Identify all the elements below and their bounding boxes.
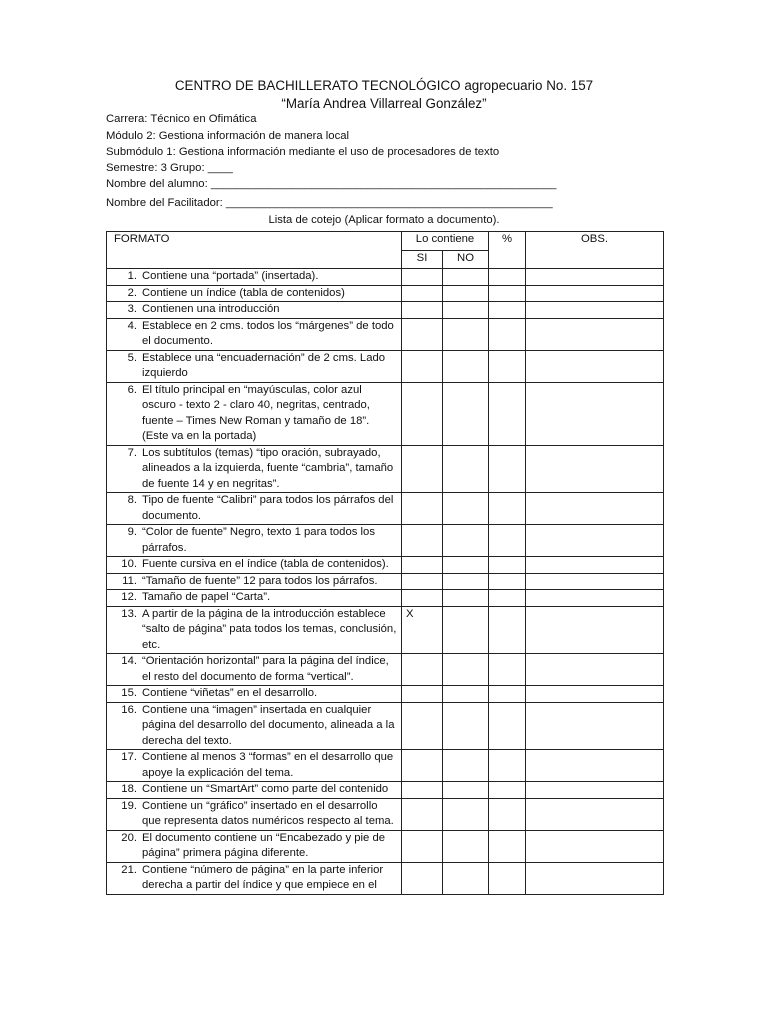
item-cell — [107, 750, 402, 782]
table-row — [107, 798, 664, 830]
si-cell[interactable] — [402, 654, 443, 686]
item-number: 4. — [127, 319, 137, 332]
item-text: A partir de la página de la introducción establece “salto de página” pata todos los temas, conclusión, etc. — [142, 607, 397, 651]
si-cell[interactable] — [402, 285, 443, 302]
si-cell[interactable] — [402, 269, 443, 286]
si-cell[interactable] — [402, 686, 443, 703]
item-text: Los subtítulos (temas) “tipo oración, subrayado, alineados a la izquierda, fuente “cambria”, tamaño de fuente 14 y en negritas”. — [142, 446, 394, 490]
checklist-caption: Lista de cotejo (Aplicar formato a documento). — [268, 214, 500, 226]
percent-cell[interactable] — [489, 557, 526, 574]
percent-header: % — [489, 232, 526, 269]
item-number: 8. — [127, 494, 137, 506]
facilitador-line: Nombre del Facilitador: ____________________________________________________ — [106, 197, 553, 209]
obs-cell[interactable] — [526, 590, 664, 607]
percent-cell[interactable] — [489, 830, 526, 862]
item-text: “Color de fuente” Negro, texto 1 para todos los párrafos. — [142, 526, 375, 554]
item-text: Contiene una “imagen” insertada en cualquier página del desarrollo del documento, alineada a la derecha del texto. — [142, 703, 395, 747]
item-text: Contiene un índice (tabla de contenidos) — [142, 286, 345, 299]
item-wrap — [107, 383, 397, 445]
item-number: 2. — [127, 286, 137, 299]
obs-cell[interactable] — [526, 830, 664, 862]
table-row — [107, 525, 664, 557]
lo-contiene-header: Lo contiene — [402, 232, 489, 251]
no-cell[interactable] — [443, 782, 489, 799]
obs-cell[interactable] — [526, 285, 664, 302]
table-row — [107, 285, 664, 302]
item-text: Contiene al menos 3 “formas” en el desarrollo que apoye la explicación del tema. — [142, 751, 394, 779]
item-number: 9. — [127, 526, 137, 538]
percent-cell[interactable] — [489, 382, 526, 445]
item-wrap — [107, 654, 397, 685]
item-text: El título principal en “mayúsculas, color azul oscuro - texto 2 - claro 40, negritas, centrado, fuente – Times New Roman y tamaño de 18”. (Este va en la portada) — [142, 383, 370, 442]
obs-cell[interactable] — [526, 493, 664, 525]
item-wrap — [107, 782, 397, 798]
percent-cell[interactable] — [489, 285, 526, 302]
item-cell — [107, 445, 402, 493]
formato-header: FORMATO — [107, 232, 402, 269]
no-cell[interactable] — [443, 350, 489, 382]
school-title: CENTRO DE BACHILLERATO TECNOLÓGICO agropecuario No. 157 — [174, 78, 594, 93]
percent-cell[interactable] — [489, 590, 526, 607]
no-cell[interactable] — [443, 382, 489, 445]
si-cell[interactable] — [402, 573, 443, 590]
percent-cell[interactable] — [489, 702, 526, 750]
obs-cell[interactable] — [526, 782, 664, 799]
si-cell[interactable] — [402, 350, 443, 382]
table-row — [107, 750, 664, 782]
si-cell[interactable] — [402, 493, 443, 525]
header-row — [107, 232, 664, 251]
no-cell[interactable] — [443, 557, 489, 574]
item-text: Contiene “número de página” en la parte inferior derecha a partir del índice y que empiece en el — [142, 863, 384, 891]
item-wrap — [107, 703, 397, 750]
si-header: SI — [402, 251, 443, 269]
item-wrap — [107, 493, 397, 524]
no-cell[interactable] — [443, 269, 489, 286]
item-text: Contiene un “SmartArt” como parte del contenido — [142, 783, 389, 795]
item-text: Establece una “encuadernación” de 2 cms. Lado izquierdo — [142, 351, 386, 379]
item-number: 16. — [121, 703, 137, 716]
carrera-line: Carrera: Técnico en Ofimática — [106, 113, 257, 125]
no-header: NO — [443, 251, 489, 269]
no-cell[interactable] — [443, 493, 489, 525]
obs-cell[interactable] — [526, 318, 664, 350]
item-cell — [107, 525, 402, 557]
table-row — [107, 862, 664, 894]
item-number: 11. — [122, 574, 137, 587]
item-number: 12. — [121, 591, 137, 603]
percent-cell[interactable] — [489, 573, 526, 590]
percent-cell[interactable] — [489, 318, 526, 350]
item-number: 14. — [121, 655, 137, 667]
table-row — [107, 382, 664, 445]
no-cell[interactable] — [443, 862, 489, 894]
si-cell[interactable]: X — [402, 606, 443, 654]
item-cell — [107, 382, 402, 445]
item-text: Establece en 2 cms. todos los “márgenes” de todo el documento. — [142, 319, 394, 347]
no-cell[interactable] — [443, 686, 489, 703]
item-wrap — [107, 351, 397, 382]
obs-cell[interactable] — [526, 798, 664, 830]
item-wrap — [107, 831, 397, 862]
item-number: 5. — [127, 351, 137, 364]
si-cell[interactable] — [402, 798, 443, 830]
no-cell[interactable] — [443, 590, 489, 607]
item-wrap — [107, 286, 397, 302]
si-cell[interactable] — [402, 382, 443, 445]
item-cell — [107, 830, 402, 862]
obs-cell[interactable] — [526, 382, 664, 445]
item-text: Contiene un “gráfico” insertado en el desarrollo que representa datos numéricos respecto al tema. — [142, 799, 394, 827]
item-wrap — [107, 607, 397, 654]
item-cell — [107, 686, 402, 703]
item-cell — [107, 302, 402, 319]
no-cell[interactable] — [443, 445, 489, 493]
obs-cell[interactable] — [526, 750, 664, 782]
table-row — [107, 557, 664, 574]
table-row — [107, 830, 664, 862]
item-text: Fuente cursiva en el índice (tabla de contenidos). — [142, 558, 389, 570]
item-number: 15. — [121, 687, 137, 699]
obs-cell[interactable] — [526, 445, 664, 493]
table-row — [107, 782, 664, 799]
item-text: Tipo de fuente “Calibri” para todos los párrafos del documento. — [142, 494, 394, 522]
item-wrap — [107, 557, 397, 573]
obs-cell[interactable] — [526, 269, 664, 286]
school-subtitle: “María Andrea Villarreal González” — [281, 96, 487, 111]
percent-cell[interactable] — [489, 862, 526, 894]
alumno-line: Nombre del alumno: _______________________________________________________ — [106, 178, 557, 190]
obs-cell[interactable] — [526, 350, 664, 382]
item-cell — [107, 557, 402, 574]
submodulo-line: Submódulo 1: Gestiona información mediante el uso de procesadores de texto — [106, 146, 500, 158]
item-wrap — [107, 686, 397, 702]
item-number: 21. — [121, 863, 137, 876]
no-cell[interactable] — [443, 606, 489, 654]
percent-cell[interactable] — [489, 269, 526, 286]
item-wrap — [107, 302, 397, 318]
obs-cell[interactable] — [526, 302, 664, 319]
percent-cell[interactable] — [489, 686, 526, 703]
si-cell[interactable] — [402, 862, 443, 894]
table-row — [107, 350, 664, 382]
item-number: 1. — [127, 270, 137, 282]
si-cell[interactable] — [402, 830, 443, 862]
item-cell — [107, 606, 402, 654]
semestre-line: Semestre: 3 Grupo: ____ — [106, 162, 233, 174]
no-cell[interactable] — [443, 302, 489, 319]
si-cell[interactable] — [402, 702, 443, 750]
item-wrap — [107, 574, 397, 590]
no-cell[interactable] — [443, 525, 489, 557]
item-number: 6. — [127, 383, 137, 396]
item-cell — [107, 350, 402, 382]
item-wrap — [107, 750, 397, 781]
table-row — [107, 702, 664, 750]
table-row — [107, 445, 664, 493]
percent-cell[interactable] — [489, 350, 526, 382]
percent-cell[interactable] — [489, 654, 526, 686]
checklist-body — [107, 269, 664, 895]
item-text: Contiene una “portada” (insertada). — [142, 270, 319, 282]
obs-cell[interactable] — [526, 862, 664, 894]
item-text: El documento contiene un “Encabezado y pie de página” primera página diferente. — [142, 831, 386, 859]
item-cell — [107, 654, 402, 686]
item-wrap — [107, 863, 397, 894]
item-number: 13. — [121, 607, 137, 620]
item-cell — [107, 590, 402, 607]
percent-cell[interactable] — [489, 445, 526, 493]
obs-cell[interactable] — [526, 606, 664, 654]
si-cell[interactable] — [402, 590, 443, 607]
percent-cell[interactable] — [489, 750, 526, 782]
item-number: 18. — [121, 783, 137, 795]
item-number: 7. — [127, 446, 137, 459]
item-wrap — [107, 799, 397, 830]
obs-cell[interactable] — [526, 686, 664, 703]
item-number: 3. — [127, 303, 137, 315]
obs-cell[interactable] — [526, 557, 664, 574]
item-number: 17. — [121, 751, 137, 763]
table-row — [107, 590, 664, 607]
item-number: 19. — [121, 799, 137, 812]
item-cell — [107, 318, 402, 350]
table-row — [107, 302, 664, 319]
no-cell[interactable] — [443, 702, 489, 750]
no-cell[interactable] — [443, 798, 489, 830]
item-cell — [107, 573, 402, 590]
item-cell — [107, 285, 402, 302]
item-text: Contiene “viñetas” en el desarrollo. — [142, 687, 318, 699]
checklist-table — [106, 231, 664, 895]
item-wrap — [107, 269, 397, 285]
item-wrap — [107, 590, 397, 606]
item-cell — [107, 862, 402, 894]
si-cell[interactable] — [402, 445, 443, 493]
no-cell[interactable] — [443, 750, 489, 782]
obs-cell[interactable] — [526, 654, 664, 686]
percent-cell[interactable] — [489, 606, 526, 654]
percent-cell[interactable] — [489, 782, 526, 799]
obs-cell[interactable] — [526, 573, 664, 590]
table-row — [107, 654, 664, 686]
item-text: Tamaño de papel “Carta”. — [142, 591, 271, 603]
item-cell — [107, 702, 402, 750]
table-row — [107, 686, 664, 703]
item-cell — [107, 798, 402, 830]
item-wrap — [107, 525, 397, 556]
item-number: 10. — [121, 558, 137, 570]
item-text: “Orientación horizontal” para la página del índice, el resto del documento de forma “vertical”. — [142, 655, 389, 683]
no-cell[interactable] — [443, 573, 489, 590]
si-cell[interactable] — [402, 782, 443, 799]
table-row — [107, 573, 664, 590]
si-cell[interactable] — [402, 318, 443, 350]
item-cell — [107, 493, 402, 525]
si-cell[interactable] — [402, 557, 443, 574]
table-row — [107, 318, 664, 350]
percent-cell[interactable] — [489, 302, 526, 319]
table-row — [107, 269, 664, 286]
item-text: “Tamaño de fuente” 12 para todos los párrafos. — [142, 574, 378, 587]
item-text: Contienen una introducción — [142, 303, 280, 315]
obs-header: OBS. — [526, 232, 664, 269]
percent-cell[interactable] — [489, 525, 526, 557]
no-cell[interactable] — [443, 285, 489, 302]
table-row — [107, 493, 664, 525]
no-cell[interactable] — [443, 654, 489, 686]
si-cell[interactable] — [402, 525, 443, 557]
item-wrap — [107, 446, 397, 493]
no-cell[interactable] — [443, 318, 489, 350]
item-number: 20. — [121, 831, 137, 844]
item-wrap — [107, 319, 397, 350]
percent-cell[interactable] — [489, 493, 526, 525]
si-cell[interactable] — [402, 302, 443, 319]
obs-cell[interactable] — [526, 702, 664, 750]
table-row — [107, 606, 664, 654]
no-cell[interactable] — [443, 830, 489, 862]
modulo-line: Módulo 2: Gestiona información de manera local — [106, 130, 350, 142]
item-cell — [107, 782, 402, 799]
item-cell — [107, 269, 402, 286]
obs-cell[interactable] — [526, 525, 664, 557]
si-cell[interactable] — [402, 750, 443, 782]
percent-cell[interactable] — [489, 798, 526, 830]
